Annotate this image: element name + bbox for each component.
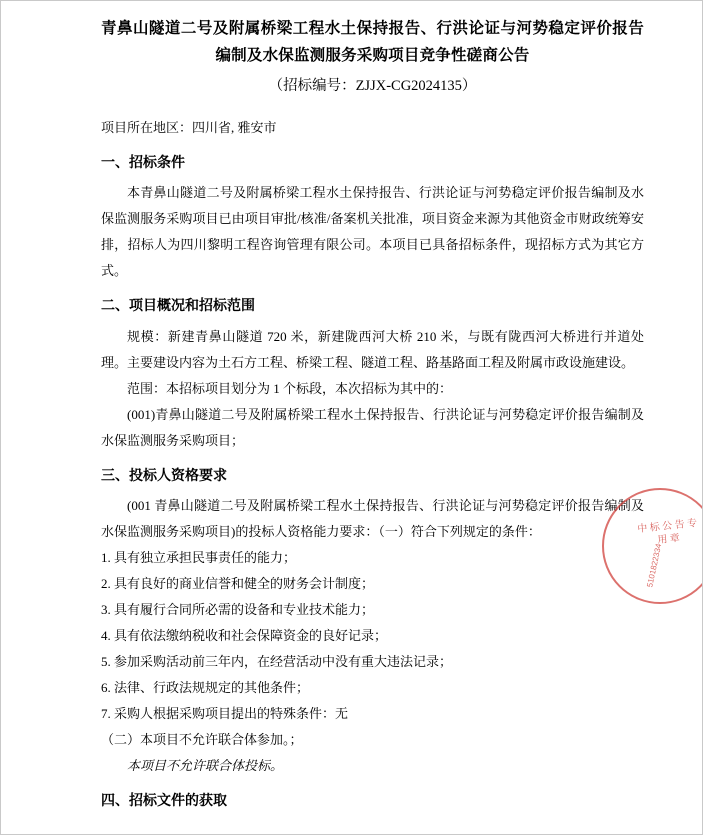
section-2-paragraph-2: 范围：本招标项目划分为 1 个标段，本次招标为其中的： bbox=[127, 380, 453, 396]
document-content bbox=[1, 1, 703, 818]
project-location: 项目所在地区：四川省, 雅安市 bbox=[101, 119, 277, 135]
section-3-paragraph-1: (001 青鼻山隧道二号及附属桥梁工程水土保持报告、行洪论证与河势稳定评价报告编制及水保监测服务采购项目)的投标人资格能力要求：（一）符合下列规定的条件： bbox=[101, 497, 644, 539]
section-1-paragraph-1: 本青鼻山隧道二号及附属桥梁工程水土保持报告、行洪论证与河势稳定评价报告编制及水保监测服务采购项目已由项目审批/核准/备案机关批准，项目资金来源为其他资金市财政统筹安排，招标人为四川黎明工程咨询管理有限公司。本项目已具备招标条件，现招标方式为其它方式。 bbox=[101, 185, 644, 279]
qualification-item-5: 5. 参加采购活动前三年内，在经营活动中没有重大违法记录； bbox=[101, 653, 453, 669]
qualification-item-3: 3. 具有履行合同所必需的设备和专业技术能力； bbox=[101, 601, 375, 617]
stamp-text: 中 标 公 告 专 用 章 bbox=[636, 517, 698, 546]
stamp-code: 5101822334 bbox=[644, 542, 663, 589]
section-heading-4: 四、招标文件的获取 bbox=[101, 793, 227, 809]
section-heading-3: 三、投标人资格要求 bbox=[101, 468, 227, 484]
qualification-item-8: （二）本项目不允许联合体参加。； bbox=[101, 731, 303, 747]
qualification-item-7: 7. 采购人根据采购项目提出的特殊条件：无 bbox=[101, 705, 349, 721]
tender-number: （招标编号：ZJJX-CG2024135） bbox=[268, 78, 477, 95]
section-2-paragraph-1: 规模：新建青鼻山隧道 720 米，新建陇西河大桥 210 米，与既有陇西河大桥进行并道处理。主要建设内容为土石方工程、桥梁工程、隧道工程、路基路面工程及附属市政设施建设。 bbox=[101, 328, 644, 370]
section-3-trailing-paragraph: 本项目不允许联合体投标。 bbox=[127, 757, 284, 773]
section-2-paragraph-3: (001)青鼻山隧道二号及附属桥梁工程水土保持报告、行洪论证与河势稳定评价报告编制及水保监测服务采购项目； bbox=[101, 406, 644, 448]
qualification-item-1: 1. 具有独立承担民事责任的能力； bbox=[101, 549, 297, 565]
page-title: 青鼻山隧道二号及附属桥梁工程水土保持报告、行洪论证与河势稳定评价报告编制及水保监测服务采购项目竞争性磋商公告 bbox=[101, 20, 644, 65]
qualification-item-4: 4. 具有依法缴纳税收和社会保障资金的良好记录； bbox=[101, 627, 388, 643]
qualification-item-2: 2. 具有良好的商业信誉和健全的财务会计制度； bbox=[101, 575, 375, 591]
section-heading-1: 一、招标条件 bbox=[101, 155, 185, 171]
qualification-item-6: 6. 法律、行政法规规定的其他条件； bbox=[101, 679, 310, 695]
section-heading-2: 二、项目概况和招标范围 bbox=[101, 299, 255, 315]
